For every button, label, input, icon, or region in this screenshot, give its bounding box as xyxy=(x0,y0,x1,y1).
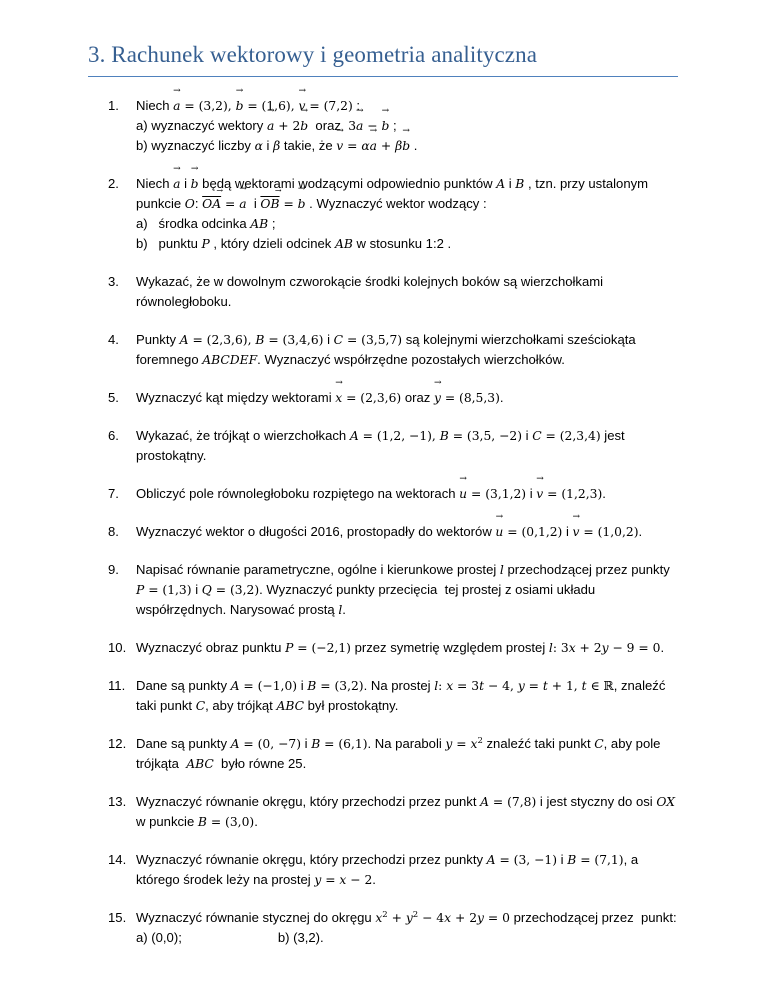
problem-text: b) wyznaczyć liczby α i β takie, że → v = α→ a + β→ b . xyxy=(136,136,688,156)
problem-number: 3. xyxy=(108,274,119,289)
problem-number: 4. xyxy=(108,332,119,347)
problem-text: Wykazać, że trójkąt o wierzchołkach A = (1,2, −1), B = (3,5, −2) i C = (2,3,4) jest xyxy=(136,428,625,443)
problem-15 xyxy=(108,908,688,948)
problem-5 xyxy=(108,388,688,408)
problem-text xyxy=(136,928,688,948)
problem-2 xyxy=(108,174,688,254)
problem-13 xyxy=(108,792,688,832)
problem-number: 1. xyxy=(108,98,119,113)
problem-number: 15. xyxy=(108,910,127,925)
problem-text: którego środek leży na prostej y = x − 2. xyxy=(136,872,376,887)
problem-number: 6. xyxy=(108,428,119,443)
problem-text: współrzędnych. Narysować prostą l. xyxy=(136,602,346,617)
problem-number: 7. xyxy=(108,486,119,501)
problem-3 xyxy=(108,272,688,312)
problem-11 xyxy=(108,676,688,716)
problem-text: równoległoboku. xyxy=(136,294,232,309)
problem-number: 9. xyxy=(108,562,119,577)
problem-text: Obliczyć pole równoległoboku rozpiętego na wektorach → u = (3,1,2) i → v = (1,2,3). xyxy=(136,484,688,504)
problem-text: prostokątny. xyxy=(136,448,207,463)
problem-text: w punkcie B = (3,0). xyxy=(136,814,258,829)
problem-text: Wykazać, że w dowolnym czworokącie środki kolejnych boków są wierzchołkami xyxy=(136,274,604,289)
problem-1 xyxy=(108,96,688,156)
problem-text: Niech → a = (3,2), → b = (1,6), → v = (7,2) : xyxy=(136,96,688,116)
problem-10 xyxy=(108,638,688,658)
problem-text: Wyznaczyć kąt między wektorami → x = (2,3,6) oraz → y = (8,5,3). xyxy=(136,388,688,408)
sub-item-b: b) (3,2). xyxy=(277,930,324,945)
problem-text: Niech → a i → b będą wektorami wodzącymi odpowiednio punktów A i B , tzn. przy ustalonym xyxy=(136,174,688,194)
section-title: 3. Rachunek wektorowy i geometria analityczna xyxy=(88,42,538,67)
problem-text: taki punkt C, aby trójkąt ABC był prostokątny. xyxy=(136,698,399,713)
problem-number: 13. xyxy=(108,794,127,809)
title-underline xyxy=(88,76,678,77)
problem-7 xyxy=(108,484,688,504)
problem-text: b) punktu P , który dzieli odcinek AB w stosunku 1:2 . xyxy=(136,236,452,251)
problem-text: Wyznaczyć równanie okręgu, który przechodzi przez punkty A = (3, −1) i B = (7,1), a xyxy=(136,852,639,867)
problem-text: trójkąta ABC było równe 25. xyxy=(136,756,307,771)
problem-text: foremnego ABCDEF. Wyznaczyć współrzędne pozostałych wierzchołków. xyxy=(136,352,565,367)
problem-4 xyxy=(108,330,688,370)
problem-text: a) wyznaczyć wektory → a + 2→ b oraz 3→ a − → b ; xyxy=(136,116,688,136)
problem-9 xyxy=(108,560,688,620)
problem-text: Napisać równanie parametryczne, ogólne i kierunkowe prostej l przechodzącej przez punkty xyxy=(136,562,670,577)
problem-text: Wyznaczyć wektor o długości 2016, prostopadły do wektorów → u = (0,1,2) i → v = (1,0,2). xyxy=(136,522,688,542)
problem-text: Dane są punkty A = (−1,0) i B = (3,2). Na prostej l: x = 3t − 4, y = t + 1, t ∈ ℝ, znaleźć xyxy=(136,678,666,693)
problem-number: 11. xyxy=(108,678,126,693)
problem-14 xyxy=(108,850,688,890)
problem-number: 8. xyxy=(108,524,119,539)
problem-text: Dane są punkty A = (0, −7) i B = (6,1). Na paraboli $y = x^2$ znaleźć taki punkt C, aby pole xyxy=(136,735,661,751)
problem-number: 5. xyxy=(108,390,119,405)
problem-8 xyxy=(108,522,688,542)
problem-text: punkcie O: → $\overline{OA}$ = → a $i \to \overline{OB}$ = → b . Wyznaczyć wektor wodzący : xyxy=(136,194,688,214)
problem-text: P = (1,3) i Q = (3,2). Wyznaczyć punkty przecięcia tej prostej z osiami układu xyxy=(136,582,596,597)
problem-list xyxy=(108,96,688,945)
problem-number: 14. xyxy=(108,852,127,867)
problem-number: 2. xyxy=(108,176,119,191)
problem-12 xyxy=(108,734,688,774)
sub-item-a: a) (0,0); xyxy=(136,930,182,945)
problem-text: Wyznaczyć równanie stycznej do okręgu $x^2 + y^2 - 4x + 2y = 0$ przechodzącej przez punkt: xyxy=(136,909,677,925)
problem-text: Punkty A = (2,3,6), B = (3,4,6) i C = (3,5,7) są kolejnymi wierzchołkami sześciokąta xyxy=(136,332,636,347)
problem-text: a) środka odcinka AB ; xyxy=(136,216,276,231)
problem-text: Wyznaczyć obraz punktu P = (−2,1) przez symetrię względem prostej l: 3x + 2y − 9 = 0. xyxy=(136,640,665,655)
problem-number: 10. xyxy=(108,640,127,655)
problem-6 xyxy=(108,426,688,466)
problem-text: Wyznaczyć równanie okręgu, który przechodzi przez punkt A = (7,8) i jest styczny do osi OX xyxy=(136,794,675,809)
problem-number: 12. xyxy=(108,736,127,751)
